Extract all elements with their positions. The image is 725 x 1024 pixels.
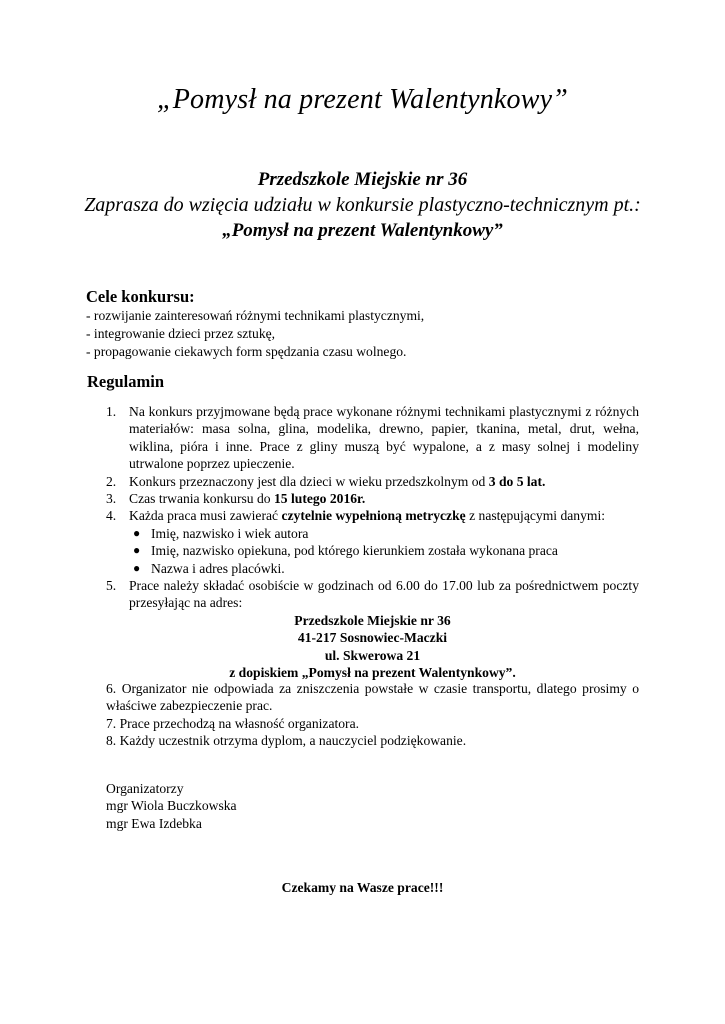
bullet-text: Imię, nazwisko i wiek autora — [151, 525, 309, 541]
header-block — [0, 168, 725, 243]
address-line: ul. Skwerowa 21 — [324, 647, 421, 663]
organizers-label: Organizatorzy — [106, 781, 184, 796]
school-name: Przedszkole Miejskie nr 36 — [257, 169, 468, 190]
rule-item — [106, 403, 639, 473]
rule-text: Prace należy składać osobiście w godzinach od 6.00 do 17.00 lub za pośrednictwem poczty przesyłając na adres: — [129, 578, 639, 611]
bullet-item — [129, 560, 639, 577]
goal-item: - integrowanie dzieci przez sztukę, — [86, 326, 276, 341]
bullet-item — [129, 525, 639, 542]
rule-emphasis: 15 lutego 2016r. — [273, 491, 366, 507]
bullet-icon: ● — [133, 525, 141, 540]
rule-item — [106, 507, 639, 524]
goal-item: - rozwijanie zainteresowań różnymi technikami plastycznymi, — [86, 308, 425, 323]
rule-item — [106, 473, 639, 490]
invitation-line: Zaprasza do wzięcia udziału w konkursie plastyczno-technicznym pt.: — [84, 194, 641, 216]
organizer-name: mgr Wiola Buczkowska — [106, 798, 237, 814]
rule-text — [129, 473, 639, 490]
rule-number: 4. — [106, 508, 117, 524]
rule-text-part: Konkurs przeznaczony jest dla dzieci w wieku przedszkolnym od — [129, 473, 489, 489]
postal-address — [106, 612, 639, 682]
address-line: z dopiskiem „Pomysł na prezent Walentynkowy”. — [229, 665, 516, 681]
bullet-item — [129, 542, 639, 559]
goals-heading: Cele konkursu: — [86, 287, 195, 306]
rule-emphasis: czytelnie wypełnioną metryczkę — [281, 508, 466, 524]
rule-item — [106, 577, 639, 612]
bullet-list — [129, 525, 639, 577]
rule-number: 3. — [106, 491, 117, 507]
rule-text-part: z następującymi danymi: — [465, 508, 605, 524]
address-line: Przedszkole Miejskie nr 36 — [294, 612, 451, 628]
bullet-icon: ● — [133, 543, 141, 558]
closing-line: Czekamy na Wasze prace!!! — [281, 880, 444, 895]
organizer-name: mgr Ewa Izdebka — [106, 815, 202, 831]
organizers-block — [106, 780, 237, 832]
rule-text-part: Każda praca musi zawierać — [129, 508, 282, 524]
additional-rules — [106, 680, 639, 750]
rule-text: Na konkurs przyjmowane będą prace wykonane różnymi technikami plastycznymi z różnych materiałów: masa solna, glina, modelika, drewno, papier, tkanina, metal, drut, wełna, wiklina, pióra i inne. Prace z gliny muszą być wypalone, a z masy solnej i modeliny utrwalone poprzez upieczenie. — [129, 404, 639, 472]
rule-text — [129, 490, 639, 507]
goals-section — [86, 287, 646, 361]
bullet-text: Nazwa i adres placówki. — [151, 560, 285, 576]
rule-item: 8. Każdy uczestnik otrzyma dyplom, a nauczyciel podziękowanie. — [106, 733, 467, 749]
rule-item — [106, 490, 639, 507]
contest-name: „Pomysł na prezent Walentynkowy” — [222, 220, 503, 241]
goal-item: - propagowanie ciekawych form spędzania czasu wolnego. — [86, 344, 407, 359]
rule-text-part: Czas trwania konkursu do — [129, 491, 274, 507]
rule-number: 1. — [106, 404, 117, 419]
rule-item: 7. Prace przechodzą na własność organizatora. — [106, 715, 360, 731]
rule-text — [129, 507, 639, 524]
rule-number: 5. — [106, 578, 117, 594]
rule-item: 6. Organizator nie odpowiada za zniszczenia powstałe w czasie transportu, dlatego prosimy o właściwe zabezpieczenie prac. — [106, 681, 639, 714]
bullet-text: Imię, nazwisko opiekuna, pod którego kierunkiem została wykonana praca — [151, 543, 558, 559]
rule-emphasis: 3 do 5 lat. — [488, 473, 546, 489]
regulations-list — [106, 403, 639, 682]
bullet-icon: ● — [133, 560, 141, 575]
rule-number: 2. — [106, 473, 117, 489]
address-line: 41-217 Sosnowiec-Maczki — [297, 630, 448, 646]
page-title: „Pomysł na prezent Walentynkowy” — [156, 84, 569, 115]
regulations-heading: Regulamin — [87, 372, 165, 391]
